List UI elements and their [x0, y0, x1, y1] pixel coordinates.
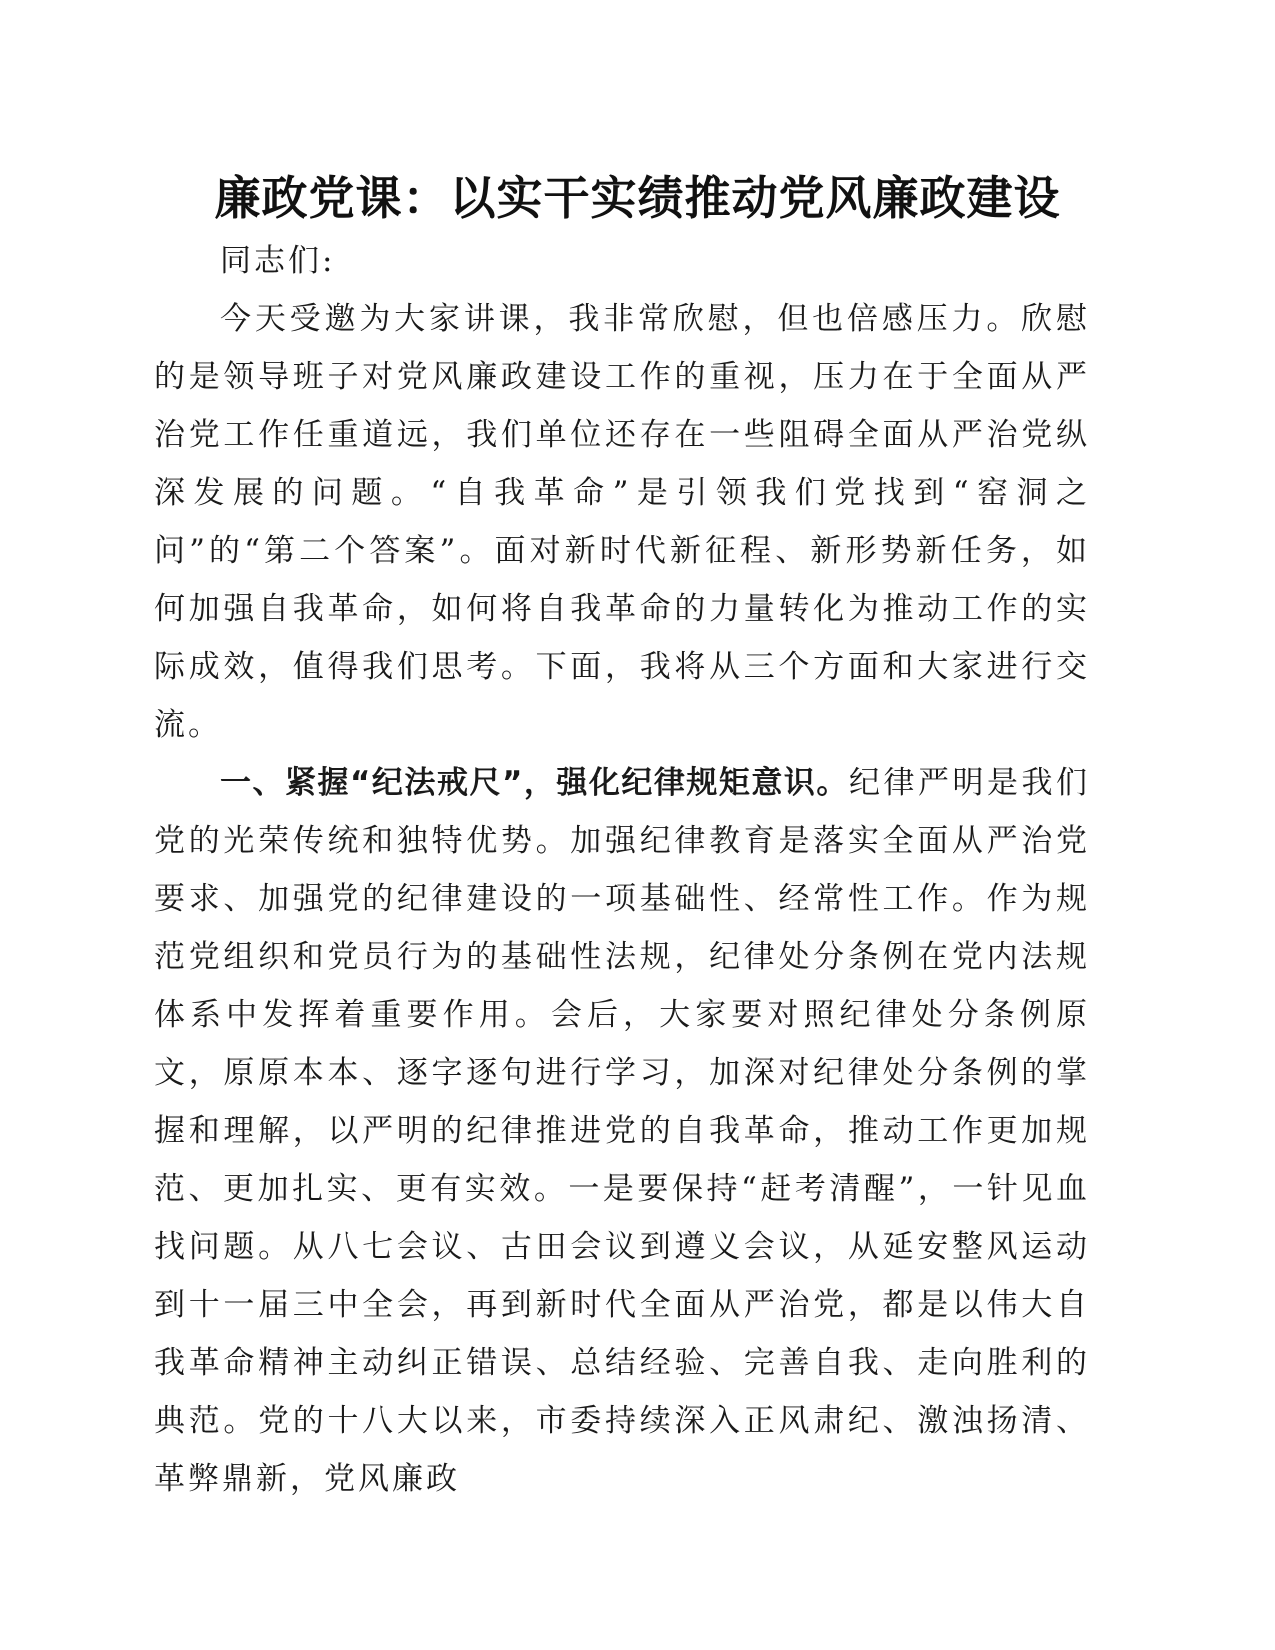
section-1-heading: 一、紧握“纪法戒尺”，强化纪律规矩意识。 [220, 765, 849, 801]
section-1-paragraph [154, 754, 1090, 1508]
section-1-body: 纪律严明是我们党的光荣传统和独特优势。加强纪律教育是落实全面从严治党要求、加强党的纪律建设的一项基础性、经常性工作。作为规范党组织和党员行为的基础性法规，纪律处分条例在党内法规体系中发挥着重要作用。会后，大家要对照纪律处分条例原文，原原本本、逐字逐句进行学习，加深对纪律处分条例的掌握和理解，以严明的纪律推进党的自我革命，推动工作更加规范、更加扎实、更有实效。一是要保持“赶考清醒”，一针见血找问题。从八七会议、古田会议到遵义会议，从延安整风运动到十一届三中全会，再到新时代全面从严治党，都是以伟大自我革命精神主动纠正错误、总结经验、完善自我、走向胜利的典范。党的十八大以来，市委持续深入正风肃纪、激浊扬清、革弊鼎新，党风廉政 [154, 765, 1091, 1497]
document-title: 廉政党课：以实干实绩推动党风廉政建设 [214, 171, 1061, 225]
salutation: 同志们: [220, 243, 336, 279]
document-body [154, 232, 1090, 1508]
intro-paragraph: 今天受邀为大家讲课，我非常欣慰，但也倍感压力。欣慰的是领导班子对党风廉政建设工作的重视，压力在于全面从严治党工作任重道远，我们单位还存在一些阻碍全面从严治党纵深发展的问题。“自我革命”是引领我们党找到“窑洞之问”的“第二个答案”。面对新时代新征程、新形势新任务，如何加强自我革命，如何将自我革命的力量转化为推动工作的实际成效，值得我们思考。下面，我将从三个方面和大家进行交流。 [154, 301, 1090, 743]
